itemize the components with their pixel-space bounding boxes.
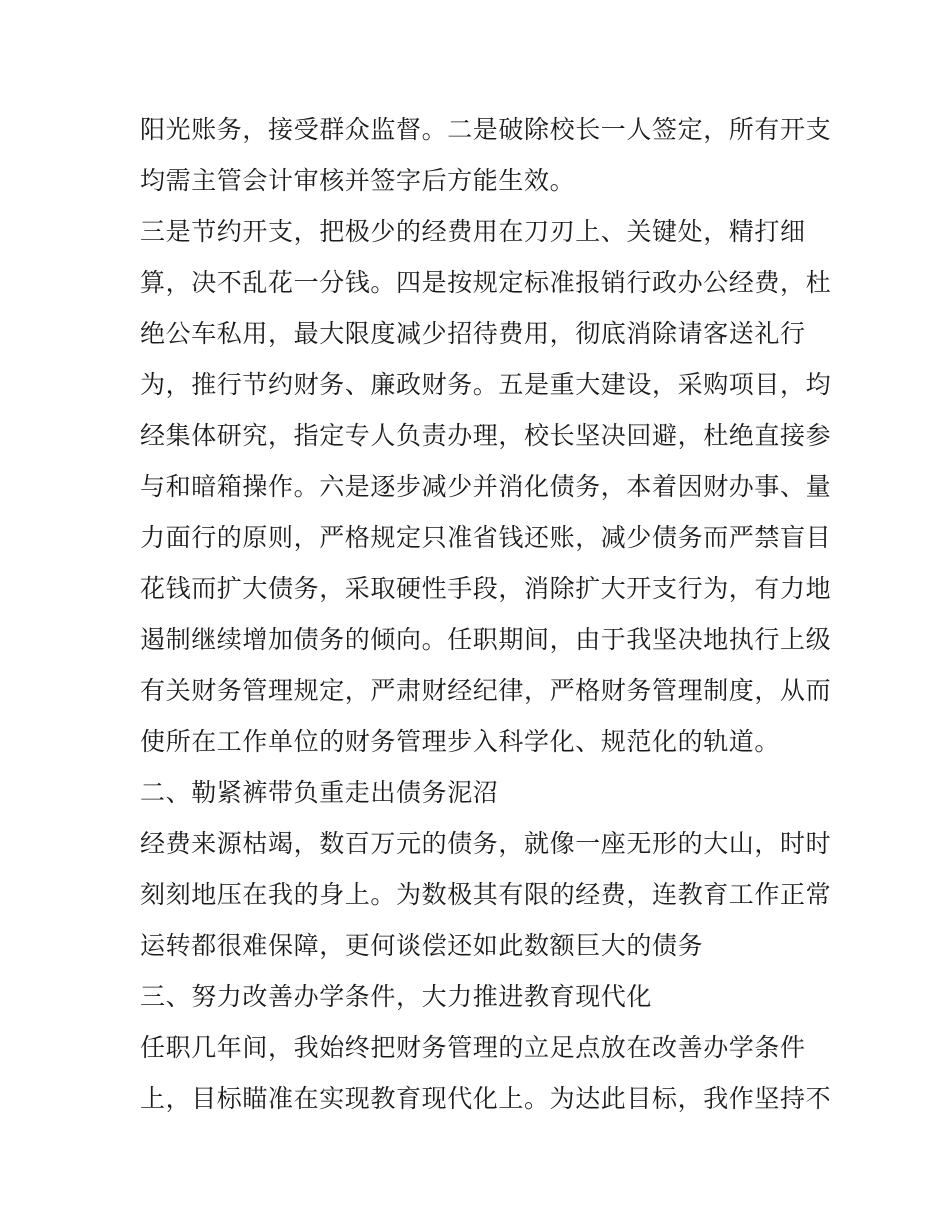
text-line: 刻刻地压在我的身上。为数极其有限的经费，连教育工作正常: [140, 880, 832, 909]
text-line: 力面行的原则，严格规定只准省钱还账，减少债务而严禁盲目: [140, 523, 832, 552]
text-line: 阳光账务，接受群众监督。二是破除校长一人签定，所有开支: [140, 115, 832, 144]
text-line: 经费来源枯竭，数百万元的债务，就像一座无形的大山，时时: [140, 829, 832, 858]
text-line: 均需主管会计审核并签字后方能生效。: [140, 166, 576, 195]
text-line: 运转都很难保障，更何谈偿还如此数额巨大的债务: [140, 931, 704, 960]
text-line: 算，决不乱花一分钱。四是按规定标准报销行政办公经费，杜: [140, 268, 832, 297]
section-heading: 三、努力改善办学条件，大力推进教育现代化: [140, 982, 653, 1011]
text-line: 绝公车私用，最大限度减少招待费用，彻底消除请客送礼行: [140, 319, 806, 348]
text-line: 任职几年间，我始终把财务管理的立足点放在改善办学条件: [140, 1033, 806, 1062]
text-line: 与和暗箱操作。六是逐步减少并消化债务，本着因财办事、量: [140, 472, 832, 501]
section-heading: 二、勒紧裤带负重走出债务泥沼: [140, 778, 499, 807]
text-line: 使所在工作单位的财务管理步入科学化、规范化的轨道。: [140, 727, 781, 756]
text-line: 遏制继续增加债务的倾向。任职期间，由于我坚决地执行上级: [140, 625, 832, 654]
text-line: 经集体研究，指定专人负责办理，校长坚决回避，杜绝直接参: [140, 421, 832, 450]
document-body: [140, 104, 832, 1124]
text-line: 为，推行节约财务、廉政财务。五是重大建设，采购项目，均: [140, 370, 832, 399]
text-line: 有关财务管理规定，严肃财经纪律，严格财务管理制度，从而: [140, 676, 832, 705]
text-line: 上，目标瞄准在实现教育现代化上。为达此目标，我作坚持不: [140, 1084, 832, 1113]
text-line: 花钱而扩大债务，采取硬性手段，消除扩大开支行为，有力地: [140, 574, 832, 603]
text-line: 三是节约开支，把极少的经费用在刀刃上、关键处，精打细: [140, 217, 806, 246]
